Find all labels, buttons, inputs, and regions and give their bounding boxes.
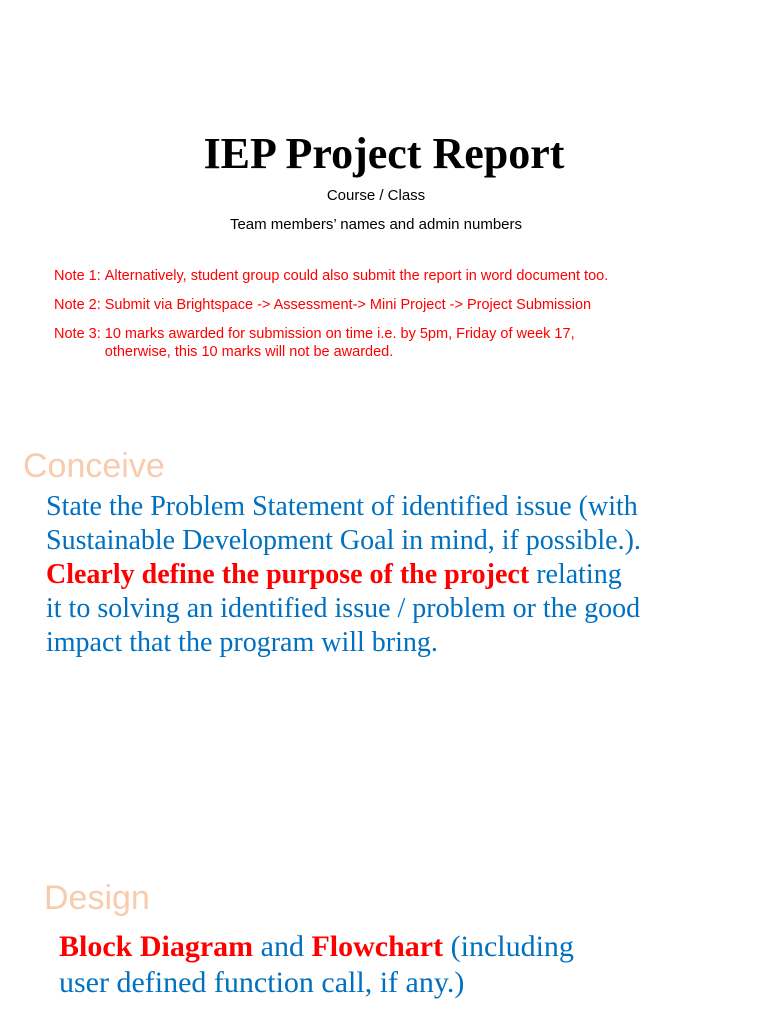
design-heading: Design [44, 879, 150, 917]
conceive-description [46, 490, 736, 660]
conceive-line: it to solving an identified issue / problem or the good [46, 593, 641, 624]
note-3 [54, 325, 754, 361]
note-label: Note 3: [54, 326, 101, 342]
note-label: Note 2: [54, 297, 101, 313]
conceive-heading: Conceive [23, 447, 165, 485]
notes-block [54, 267, 754, 372]
note-text: Submit via Brightspace -> Assessment-> Mini Project -> Project Submission [104, 297, 592, 313]
design-description [59, 929, 709, 1001]
note-text: Alternatively, student group could also submit the report in word document too. [104, 268, 609, 284]
conceive-line: State the Problem Statement of identified issue (with [46, 491, 638, 522]
team-members-line: Team members’ names and admin numbers [229, 216, 523, 233]
design-and: and [253, 930, 312, 963]
note-text-line: otherwise, this 10 marks will not be awarded. [104, 344, 394, 360]
block-diagram-emphasis: Block Diagram [59, 930, 254, 963]
note-text [105, 325, 754, 361]
conceive-line: Sustainable Development Goal in mind, if possible.). [46, 525, 641, 556]
design-line-rest: (including [443, 930, 574, 963]
course-class-line: Course / Class [326, 187, 426, 204]
note-2 [54, 296, 754, 314]
conceive-emphasis: Clearly define the purpose of the project [46, 559, 530, 590]
note-label: Note 1: [54, 268, 101, 284]
conceive-line-rest: relating [529, 559, 622, 590]
conceive-line [46, 558, 736, 592]
conceive-line: impact that the program will bring. [46, 627, 438, 658]
design-line [59, 929, 709, 965]
note-text-line: 10 marks awarded for submission on time i.e. by 5pm, Friday of week 17, [104, 326, 575, 342]
note-1 [54, 267, 754, 285]
page-title: IEP Project Report [203, 129, 565, 178]
design-line: user defined function call, if any.) [59, 966, 465, 999]
flowchart-emphasis: Flowchart [311, 930, 444, 963]
